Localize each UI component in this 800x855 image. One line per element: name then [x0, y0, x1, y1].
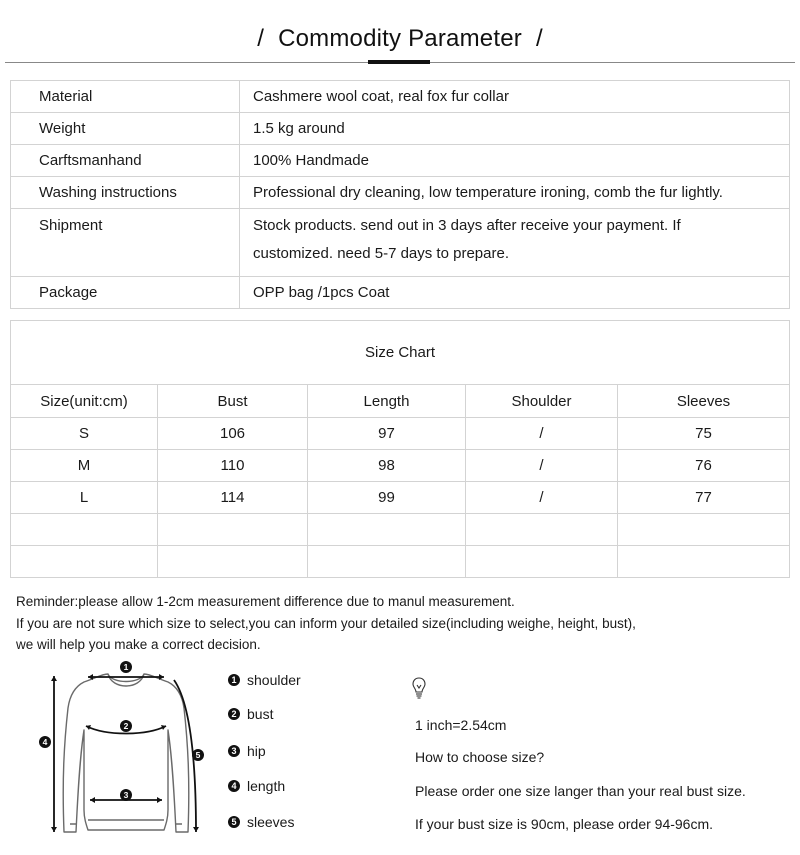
table-row: [11, 514, 790, 546]
legend-number-badge: 5: [228, 816, 240, 828]
cell-bust: [158, 546, 308, 578]
cell-sleeves: [618, 514, 790, 546]
legend-label: sleeves: [247, 814, 295, 830]
param-key: Shipment: [11, 209, 240, 277]
col-header-sleeves: Sleeves: [618, 385, 790, 418]
param-value: Cashmere wool coat, real fox fur collar: [240, 81, 790, 113]
cell-length: [308, 514, 466, 546]
table-row: [11, 450, 790, 482]
col-header-length: Length: [308, 385, 466, 418]
cell-length: 97: [308, 418, 466, 450]
cell-shoulder: /: [466, 482, 618, 514]
cell-length: [308, 546, 466, 578]
title-text: Commodity Parameter: [278, 25, 522, 52]
marker-5: [192, 749, 204, 761]
cell-bust: 106: [158, 418, 308, 450]
table-row: [11, 482, 790, 514]
param-key: Carftsmanhand: [11, 145, 240, 177]
cell-length: 99: [308, 482, 466, 514]
section-header: [0, 0, 800, 70]
title-slash-left: /: [257, 25, 265, 52]
svg-text:1: 1: [123, 662, 129, 672]
cell-shoulder: [466, 514, 618, 546]
svg-text:4: 4: [42, 737, 48, 747]
param-value: OPP bag /1pcs Coat: [240, 277, 790, 309]
param-row: [11, 81, 790, 113]
param-value: Stock products. send out in 3 days after receive your payment. If customized. need 5-7 days to prepare.: [240, 209, 790, 277]
size-chart-caption-row: [11, 321, 790, 385]
size-chart-table: [10, 320, 790, 578]
legend-item: [228, 743, 266, 759]
cell-shoulder: /: [466, 450, 618, 482]
cell-size: L: [11, 482, 158, 514]
param-key: Material: [11, 81, 240, 113]
col-header-bust: Bust: [158, 385, 308, 418]
param-key: Washing instructions: [11, 177, 240, 209]
cell-length: 98: [308, 450, 466, 482]
param-row: [11, 209, 790, 277]
size-example-text: If your bust size is 90cm, please order 94-96cm.: [415, 816, 714, 832]
legend-label: bust: [247, 706, 274, 722]
legend-item: [228, 778, 285, 794]
col-header-size: Size(unit:cm): [11, 385, 158, 418]
cell-sleeves: [618, 546, 790, 578]
title-slash-right: /: [535, 25, 543, 52]
page-title: [0, 25, 800, 53]
cell-size: [11, 514, 158, 546]
param-row: [11, 113, 790, 145]
marker-2: [120, 720, 132, 732]
cell-sleeves: 77: [618, 482, 790, 514]
cell-size: [11, 546, 158, 578]
reminder-line: If you are not sure which size to select,you can inform your detailed size(including weighe, height, bust),: [16, 615, 636, 631]
legend-number-badge: 3: [228, 745, 240, 757]
param-value: Professional dry cleaning, low temperature ironing, comb the fur lightly.: [240, 177, 790, 209]
param-value: 100% Handmade: [240, 145, 790, 177]
marker-3: [120, 789, 132, 801]
cell-sleeves: 75: [618, 418, 790, 450]
lightbulb-icon: [411, 676, 427, 703]
param-key: Package: [11, 277, 240, 309]
cell-sleeves: 76: [618, 450, 790, 482]
table-row: [11, 546, 790, 578]
size-advice-text: Please order one size langer than your real bust size.: [415, 783, 746, 799]
size-chart-title: Size Chart: [11, 321, 790, 385]
legend-item: [228, 814, 294, 830]
svg-text:3: 3: [123, 790, 129, 800]
size-chart-header-row: [11, 385, 790, 418]
svg-text:2: 2: [123, 721, 129, 731]
legend-item: [228, 706, 273, 722]
cell-size: S: [11, 418, 158, 450]
param-value: 1.5 kg around: [240, 113, 790, 145]
legend-number-badge: 2: [228, 708, 240, 720]
legend-label: length: [247, 778, 286, 794]
cell-bust: 114: [158, 482, 308, 514]
inch-conversion-text: 1 inch=2.54cm: [415, 717, 507, 733]
param-row: [11, 145, 790, 177]
marker-4: [39, 736, 51, 748]
parameter-table: [10, 80, 790, 309]
reminder-line: Reminder:please allow 1-2cm measurement difference due to manul measurement.: [16, 594, 515, 609]
legend-item: [228, 672, 301, 688]
header-accent-bar: [368, 60, 430, 64]
cell-shoulder: /: [466, 418, 618, 450]
svg-text:5: 5: [195, 750, 201, 760]
sweater-outline-icon: [36, 660, 216, 850]
cell-bust: 110: [158, 450, 308, 482]
legend-number-badge: 1: [228, 674, 240, 686]
garment-measurement-diagram: [36, 660, 216, 850]
cell-size: M: [11, 450, 158, 482]
legend-number-badge: 4: [228, 780, 240, 792]
param-row: [11, 177, 790, 209]
param-row: [11, 277, 790, 309]
reminder-note: [16, 591, 636, 656]
cell-bust: [158, 514, 308, 546]
legend-label: hip: [247, 743, 266, 759]
reminder-line: we will help you make a correct decision.: [16, 637, 261, 652]
marker-1: [120, 661, 132, 673]
how-to-choose-heading: How to choose size?: [415, 749, 545, 765]
col-header-shoulder: Shoulder: [466, 385, 618, 418]
param-key: Weight: [11, 113, 240, 145]
legend-label: shoulder: [247, 672, 301, 688]
cell-shoulder: [466, 546, 618, 578]
table-row: [11, 418, 790, 450]
